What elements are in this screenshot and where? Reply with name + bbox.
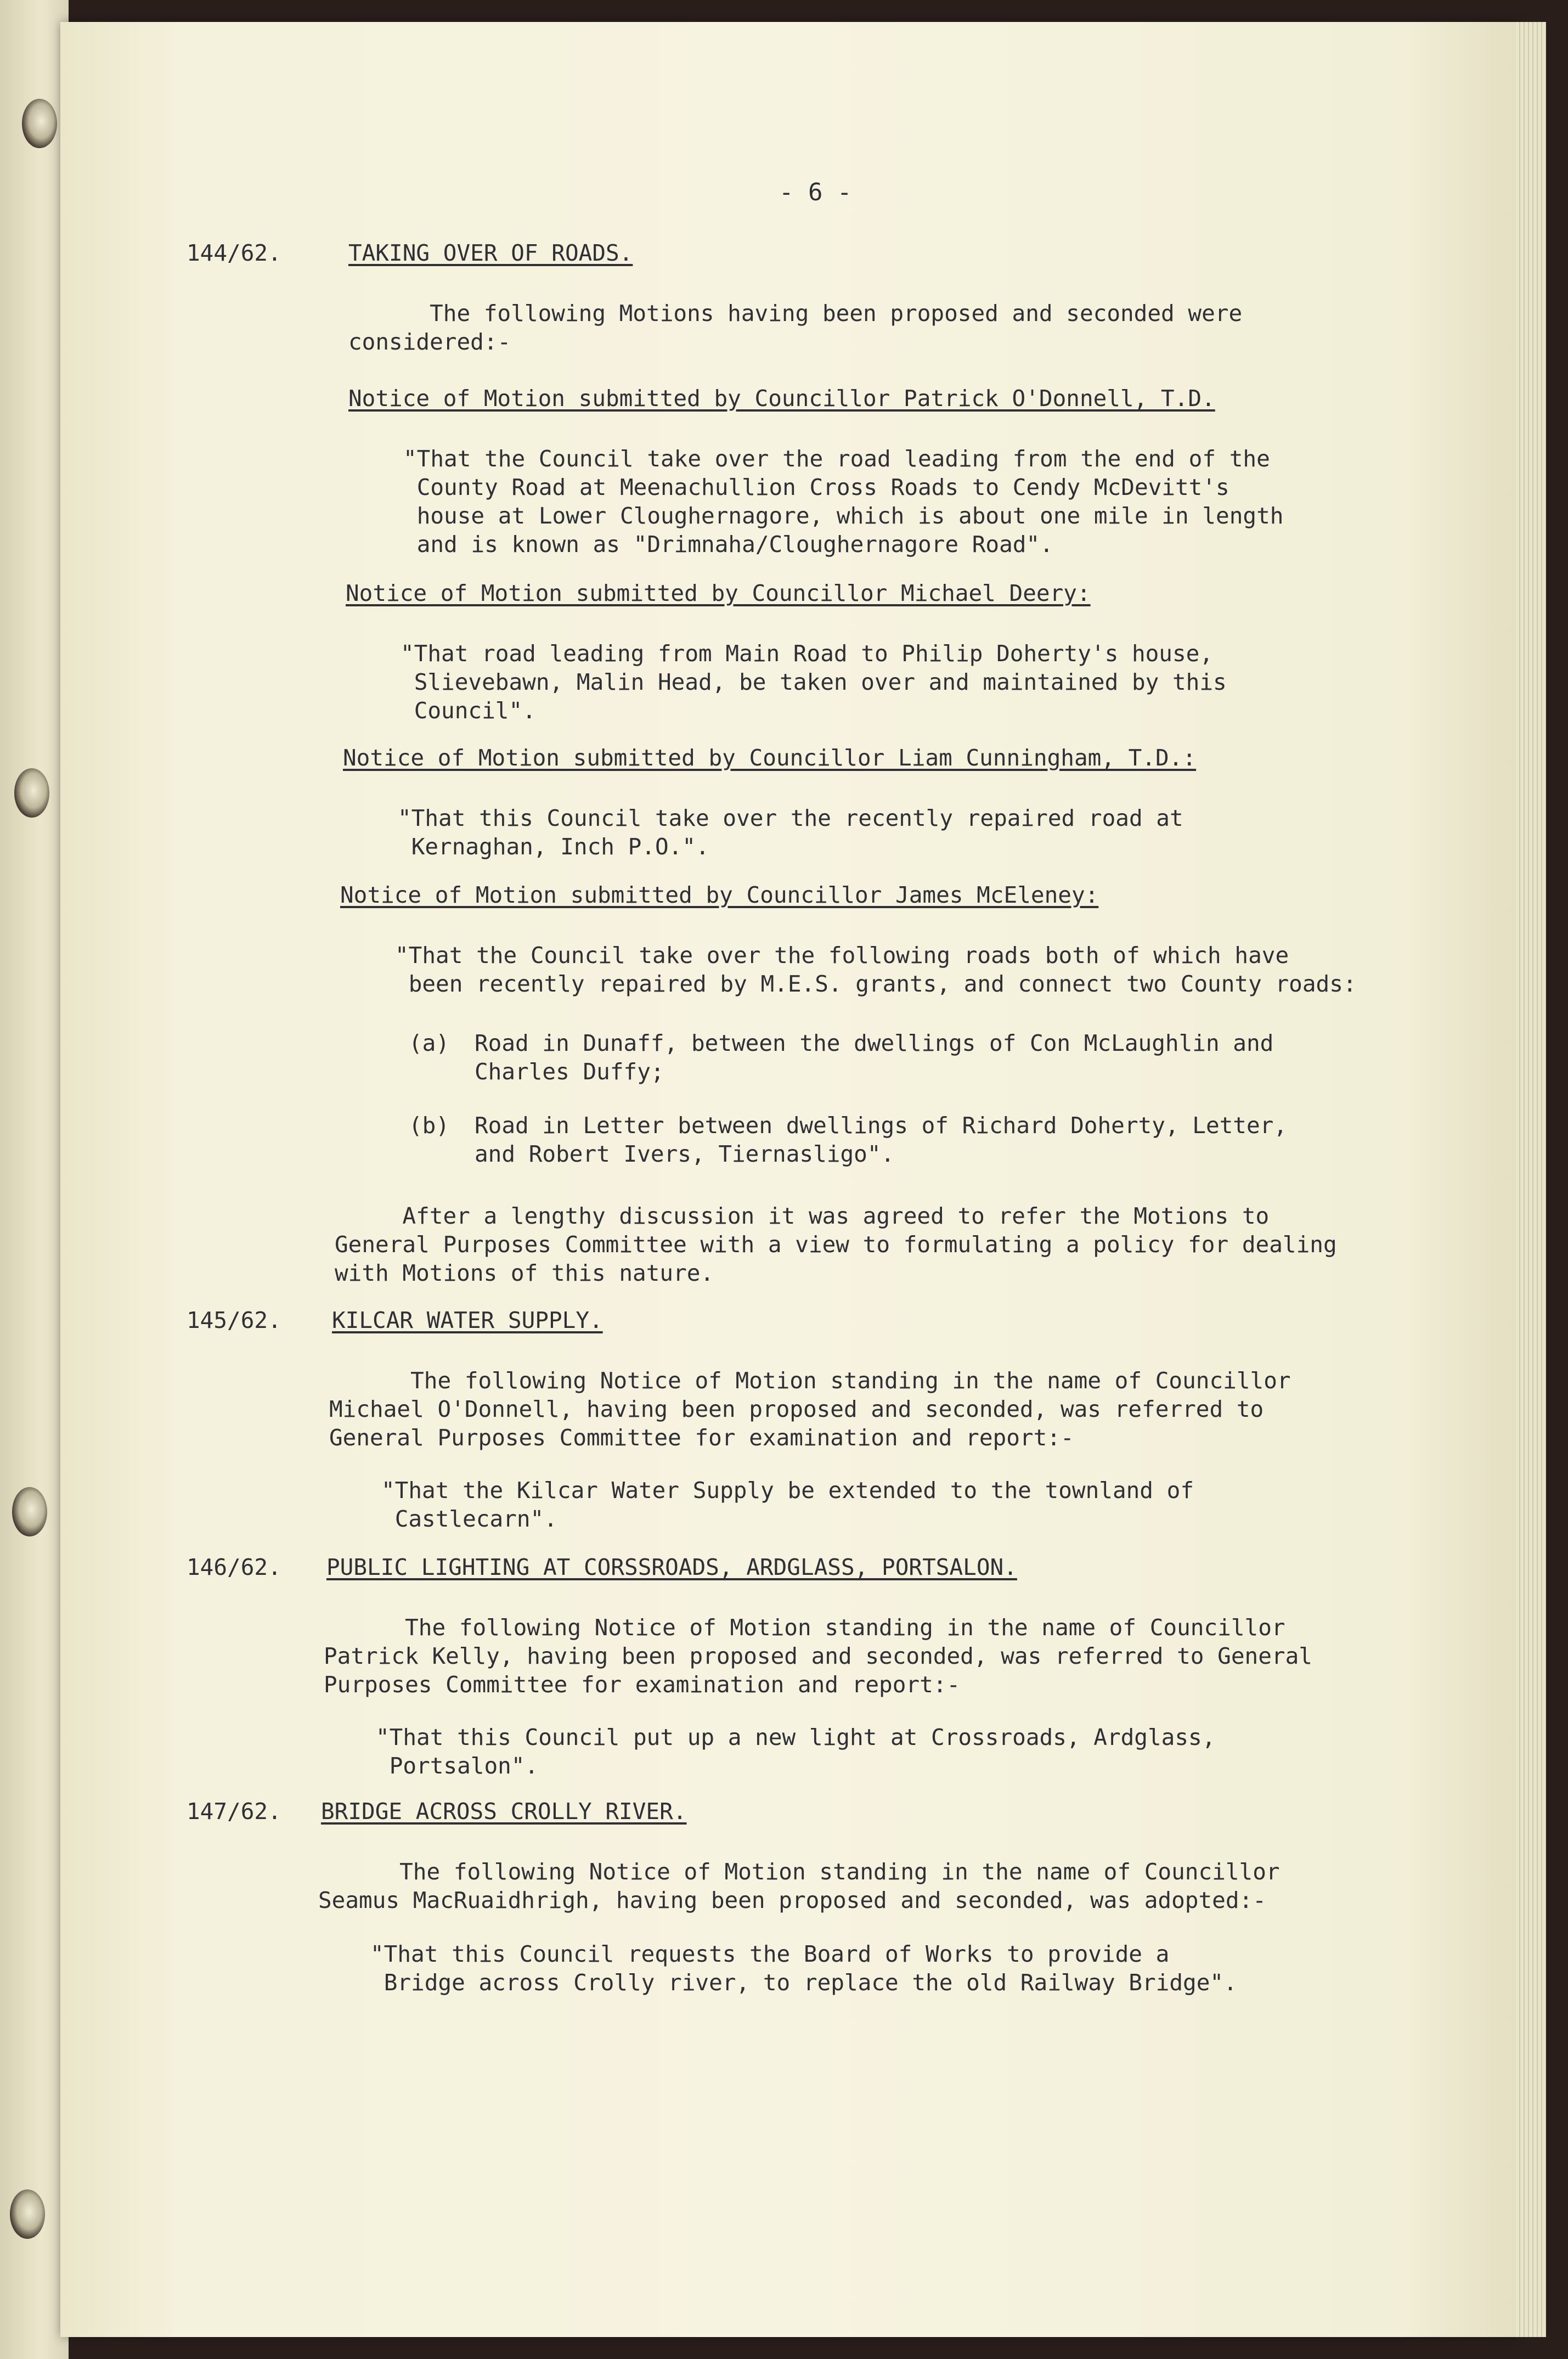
minute-number: 146/62. bbox=[187, 1554, 281, 1580]
minute-heading: BRIDGE ACROSS CROLLY RIVER. bbox=[321, 1798, 687, 1825]
minute-heading: PUBLIC LIGHTING AT CORSSROADS, ARDGLASS, PORTSALON. bbox=[326, 1554, 1017, 1580]
notice-heading: Notice of Motion submitted by Councillor James McEleney: bbox=[340, 882, 1099, 908]
binder-hole bbox=[10, 2189, 45, 2239]
minute-intro: The following Notice of Motion standing in the name of Councillor Michael O'Donnell, having been proposed and seconded, was referred to General Purposes Committee for examination and report:- bbox=[329, 1367, 1291, 1451]
notice-heading: Notice of Motion submitted by Councillor Michael Deery: bbox=[346, 580, 1091, 606]
binder-hole bbox=[22, 99, 57, 148]
minute-number: 147/62. bbox=[187, 1798, 281, 1825]
sub-item-label: (a) bbox=[409, 1030, 450, 1056]
minute-intro: The following Notice of Motion standing in the name of Councillor Seamus MacRuaidhrigh, having been proposed and seconded, was adopted:- bbox=[318, 1859, 1280, 1913]
motion-quote: "That this Council requests the Board of Works to provide a Bridge across Crolly river, to replace the old Railway Bridge". bbox=[370, 1941, 1237, 1996]
document-page bbox=[60, 22, 1517, 2337]
minute-intro: The following Motions having been proposed and seconded were considered:- bbox=[348, 300, 1243, 355]
page-edges bbox=[1516, 22, 1546, 2337]
notice-heading: Notice of Motion submitted by Councillor Patrick O'Donnell, T.D. bbox=[348, 385, 1215, 412]
binder-hole bbox=[14, 768, 49, 818]
notice-heading: Notice of Motion submitted by Councillor Liam Cunningham, T.D.: bbox=[343, 745, 1197, 771]
motion-quote: "That this Council take over the recently repaired road at Kernaghan, Inch P.O.". bbox=[398, 805, 1183, 860]
binder-hole bbox=[12, 1487, 47, 1536]
motion-quote: "That the Council take over the following roads both of which have been recently repaired by M.E.S. grants, and connect two County roads: bbox=[395, 942, 1357, 997]
minute-heading: KILCAR WATER SUPPLY. bbox=[332, 1307, 603, 1333]
sub-item-label: (b) bbox=[409, 1112, 450, 1139]
minute-conclusion: After a lengthy discussion it was agreed to refer the Motions to General Purposes Committee with a view to formulating a policy for dealing with Motions of this nature. bbox=[335, 1203, 1337, 1286]
minute-number: 144/62. bbox=[187, 240, 281, 266]
sub-item-text: Road in Dunaff, between the dwellings of Con McLaughlin and Charles Duffy; bbox=[475, 1030, 1274, 1085]
motion-quote: "That this Council put up a new light at Crossroads, Ardglass, Portsalon". bbox=[376, 1724, 1216, 1779]
binder-strip bbox=[0, 0, 69, 2359]
motion-quote: "That the Kilcar Water Supply be extended to the townland of Castlecarn". bbox=[381, 1477, 1194, 1532]
motion-quote: "That the Council take over the road leading from the end of the County Road at Meenachullion Cross Roads to Cendy McDevitt's house at Lower Cloughernagore, which is about one mile in length and is known as "Drimnaha/Cloughernagore Road". bbox=[403, 446, 1284, 558]
motion-quote: "That road leading from Main Road to Philip Doherty's house, Slievebawn, Malin Head, be taken over and maintained by this Council". bbox=[401, 640, 1227, 724]
minute-intro: The following Notice of Motion standing in the name of Councillor Patrick Kelly, having been proposed and seconded, was referred to General Purposes Committee for examination and report:- bbox=[324, 1614, 1312, 1698]
sub-item-text: Road in Letter between dwellings of Richard Doherty, Letter, and Robert Ivers, Tiernasligo". bbox=[475, 1112, 1288, 1167]
minute-number: 145/62. bbox=[187, 1307, 281, 1333]
minute-heading: TAKING OVER OF ROADS. bbox=[348, 240, 633, 266]
page-number: - 6 - bbox=[779, 178, 852, 206]
